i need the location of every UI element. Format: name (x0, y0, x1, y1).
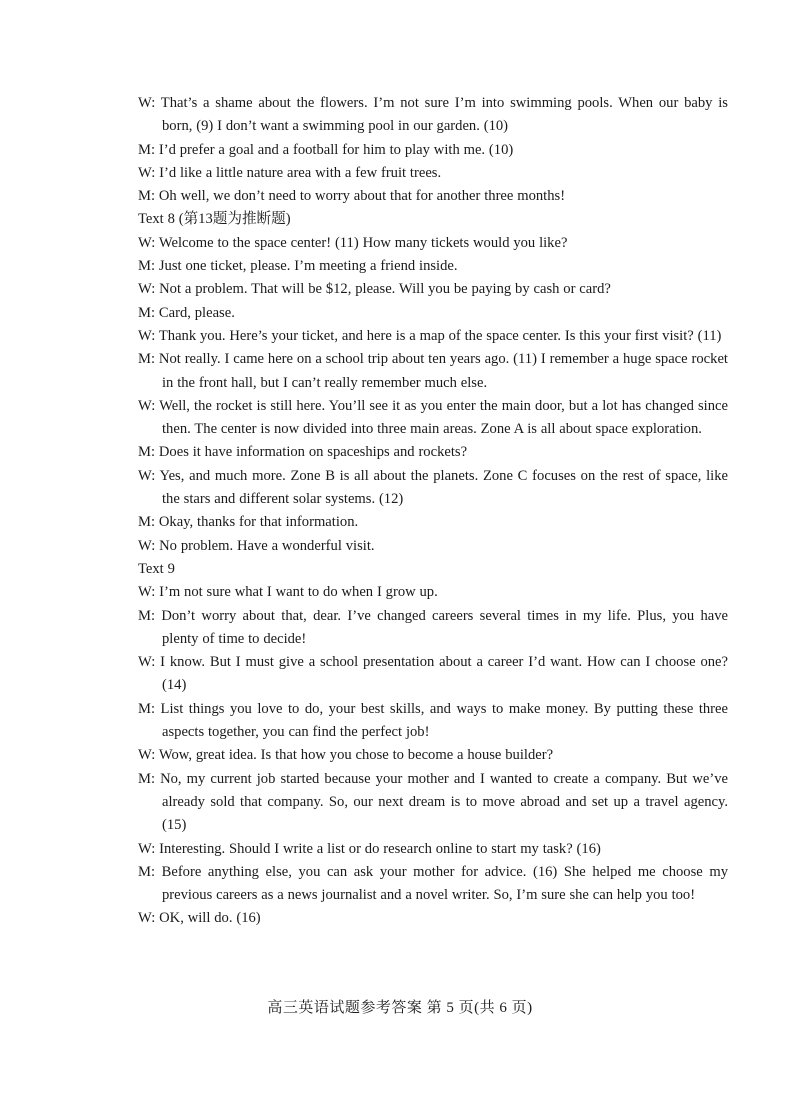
dialogue-line: M: Does it have information on spaceships and rockets? (138, 444, 468, 461)
dialogue-line: W: Welcome to the space center! (11) How many tickets would you like? (138, 234, 568, 251)
dialogue-line: M: Before anything else, you can ask your mother for advice. (16) She helped me choose my previous careers as a news journalist and a novel writer. So, I’m sure she can help you too! (138, 863, 728, 904)
dialogue-line: W: Interesting. Should I write a list or do research online to start my task? (16) (138, 840, 601, 857)
dialogue-line: W: I’m not sure what I want to do when I grow up. (138, 584, 438, 601)
dialogue-line: W: No problem. Have a wonderful visit. (138, 537, 375, 554)
dialogue-line: M: List things you love to do, your best skills, and ways to make money. By putting these three aspects together, you can find the perfect job! (138, 700, 728, 741)
dialogue-line: M: Not really. I came here on a school trip about ten years ago. (11) I remember a huge space rocket in the front hall, but I can’t really remember much else. (138, 351, 728, 391)
dialogue-line: W: That’s a shame about the flowers. I’m not sure I’m into swimming pools. When our baby is born, (9) I don’t want a swimming pool in our garden. (10) (138, 95, 728, 135)
dialogue-line: M: Card, please. (138, 304, 235, 321)
dialogue-line: W: Wow, great idea. Is that how you chose to become a house builder? (138, 747, 554, 764)
dialogue-line: M: Oh well, we don’t need to worry about that for another three months! (138, 188, 566, 205)
dialogue-line: M: I’d prefer a goal and a football for him to play with me. (10) (138, 141, 514, 158)
dialogue-line: M: Just one ticket, please. I’m meeting a friend inside. (138, 258, 458, 275)
dialogue-line: W: I know. But I must give a school presentation about a career I’d want. How can I choose one? (14) (138, 654, 728, 694)
dialogue-line: W: I’d like a little nature area with a few fruit trees. (138, 164, 442, 181)
dialogue-line: W: OK, will do. (16) (138, 910, 261, 927)
dialogue-line: W: Thank you. Here’s your ticket, and here is a map of the space center. Is this your first visit? (11) (138, 327, 722, 344)
section-heading-text-9: Text 9 (138, 560, 175, 577)
page-footer: 高三英语试题参考答案 第 5 页(共 6 页) (267, 1000, 533, 1016)
dialogue-line: M: Don’t worry about that, dear. I’ve changed careers several times in my life. Plus, you have plenty of time to decide! (138, 607, 728, 647)
dialogue-line: W: Not a problem. That will be $12, please. Will you be paying by cash or card? (138, 281, 611, 298)
section-heading-text-8: Text 8 (第13题为推断题) (138, 211, 291, 228)
dialogue-line: M: No, my current job started because your mother and I wanted to create a company. But we’ve already sold that company. So, our next dream is to move abroad and set up a travel agency. (15) (138, 770, 728, 834)
transcript-body (138, 92, 728, 931)
dialogue-line: W: Well, the rocket is still here. You’ll see it as you enter the main door, but a lot has changed since then. The center is now divided into three main areas. Zone A is all about space exploration. (138, 397, 728, 438)
dialogue-line: M: Okay, thanks for that information. (138, 514, 359, 531)
dialogue-line: W: Yes, and much more. Zone B is all about the planets. Zone C focuses on the rest of space, like the stars and different solar systems. (12) (138, 467, 728, 508)
